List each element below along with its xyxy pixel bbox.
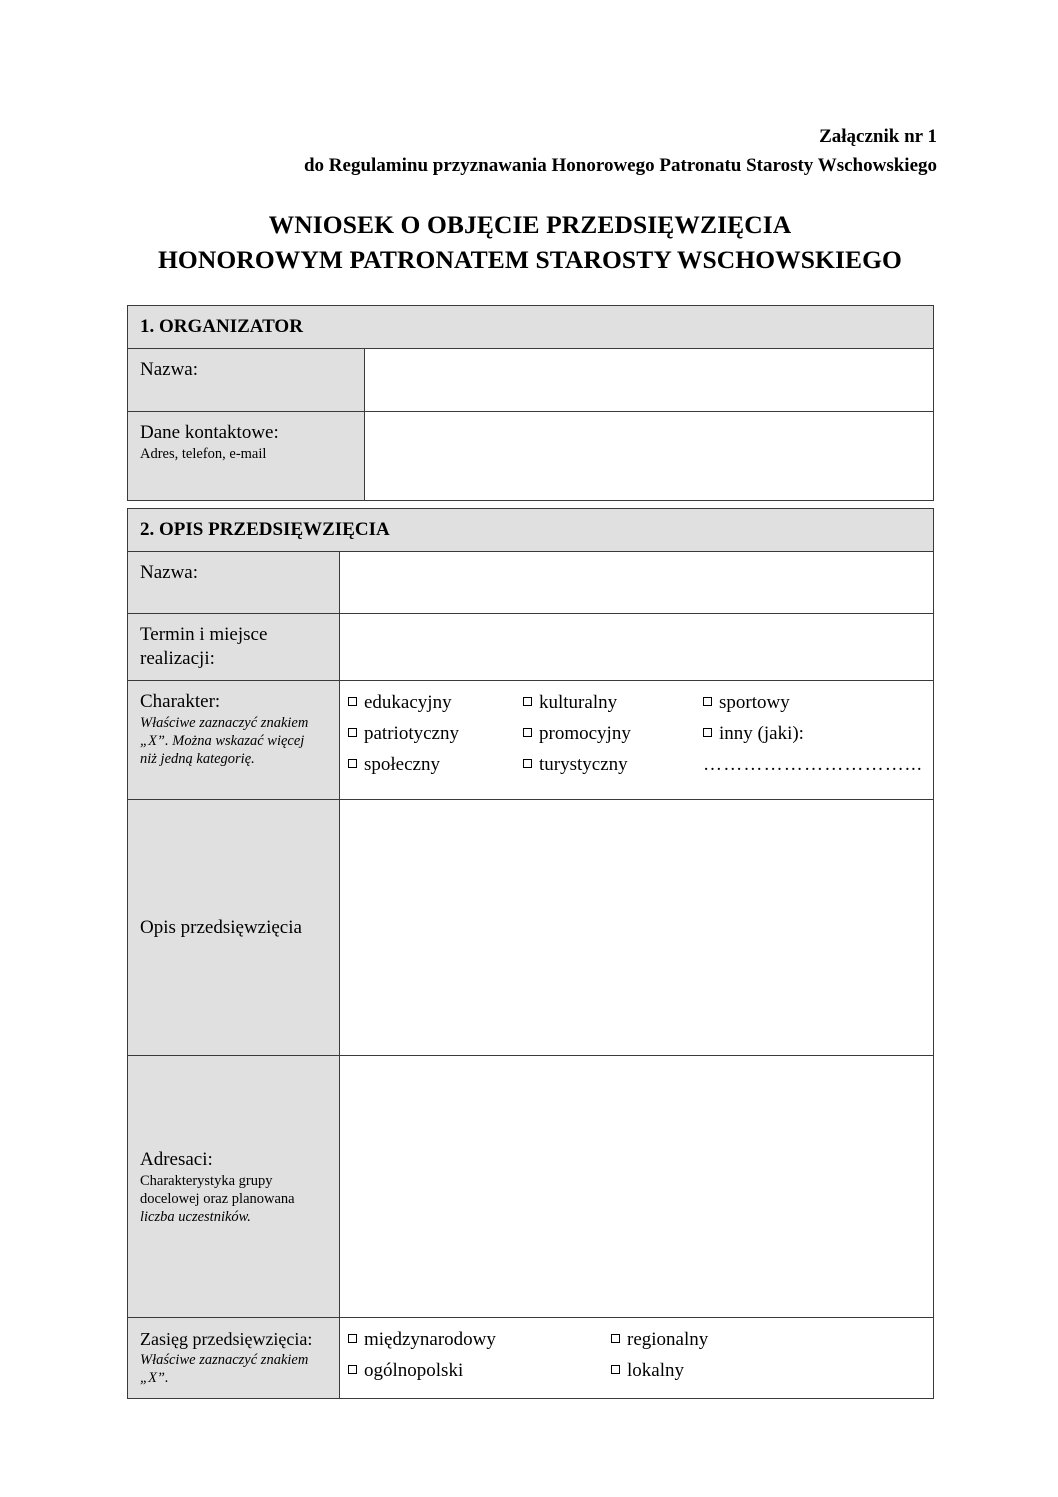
label-text: Charakter: <box>140 691 221 712</box>
section-2-heading: 2. OPIS PRZEDSIĘWZIĘCIA <box>128 509 934 552</box>
table-row <box>128 412 934 501</box>
option-label: turystyczny <box>539 754 628 775</box>
option-label: sportowy <box>719 692 790 713</box>
opis-nazwa-input[interactable] <box>340 552 934 614</box>
checkbox-icon[interactable] <box>611 1365 620 1374</box>
table-row <box>128 349 934 412</box>
table-row <box>128 306 934 349</box>
label-hint-line-2: „X”. Można wskazać więcej <box>140 733 305 749</box>
table-row <box>128 1318 934 1399</box>
label-hint-line-2: „X”. <box>140 1370 169 1386</box>
label-hint-line-3: liczba uczestników. <box>140 1208 251 1225</box>
page-title <box>60 207 1000 277</box>
organizator-nazwa-input[interactable] <box>365 349 934 412</box>
checkbox-option-inny[interactable] <box>703 722 933 753</box>
checkbox-icon[interactable] <box>611 1334 620 1343</box>
label-hint: Adres, telefon, e-mail <box>140 446 267 462</box>
label-hint-line-1: Właściwe zaznaczyć znakiem <box>140 715 309 731</box>
option-label: promocyjny <box>539 723 631 744</box>
organizator-nazwa-label <box>128 349 365 412</box>
checkbox-option-sportowy[interactable] <box>703 691 933 722</box>
opis-przedsiewziecia-input[interactable] <box>340 800 934 1056</box>
checkbox-option-promocyjny[interactable] <box>523 722 703 753</box>
charakter-label <box>128 681 340 800</box>
label-text: Zasięg przedsięwzięcia: <box>140 1329 313 1349</box>
label-text: Dane kontaktowe: <box>140 422 279 443</box>
option-label: inny (jaki): <box>719 723 804 744</box>
label-text: Adresaci: <box>140 1148 213 1170</box>
option-label: społeczny <box>364 754 440 775</box>
option-label: lokalny <box>627 1360 684 1381</box>
regulation-reference: do Regulaminu przyznawania Honorowego Patronatu Starosty Wschowskiego <box>303 155 937 176</box>
table-row <box>128 552 934 614</box>
checkbox-icon[interactable] <box>348 697 357 706</box>
organizator-kontakt-input[interactable] <box>365 412 934 501</box>
label-hint-line-1: Właściwe zaznaczyć znakiem <box>140 1352 309 1368</box>
checkbox-option-spoleczny[interactable] <box>348 753 523 777</box>
checkbox-option-regionalny[interactable] <box>611 1328 933 1359</box>
charakter-options-group <box>340 681 934 800</box>
checkbox-icon[interactable] <box>703 697 712 706</box>
checkbox-icon[interactable] <box>348 759 357 768</box>
checkbox-option-kulturalny[interactable] <box>523 691 703 722</box>
opis-termin-label <box>128 614 340 681</box>
section-opis-table <box>127 508 934 1399</box>
adresaci-input[interactable] <box>340 1056 934 1318</box>
zasieg-label <box>128 1318 340 1399</box>
option-label: patriotyczny <box>364 723 459 744</box>
option-label: regionalny <box>627 1329 709 1350</box>
opis-przedsiewziecia-label <box>128 800 340 1056</box>
checkbox-icon[interactable] <box>703 728 712 737</box>
checkbox-icon[interactable] <box>523 759 532 768</box>
label-text: Opis przedsięwzięcia <box>140 916 302 938</box>
option-label: ogólnopolski <box>364 1360 464 1381</box>
table-row <box>128 1056 934 1318</box>
option-row <box>348 1359 933 1383</box>
checkbox-option-ogolnopolski[interactable] <box>348 1359 611 1383</box>
checkbox-option-lokalny[interactable] <box>611 1359 933 1383</box>
option-row <box>348 753 933 777</box>
label-text: Nazwa: <box>140 359 199 380</box>
opis-termin-input[interactable] <box>340 614 934 681</box>
label-hint-line-3: niż jedną kategorię. <box>140 751 255 767</box>
table-row <box>128 509 934 552</box>
checkbox-icon[interactable] <box>348 1365 357 1374</box>
section-organizator-table <box>127 305 934 501</box>
checkbox-icon[interactable] <box>348 728 357 737</box>
table-row <box>128 800 934 1056</box>
organizator-kontakt-label <box>128 412 365 501</box>
checkbox-icon[interactable] <box>523 697 532 706</box>
option-row <box>348 691 933 722</box>
option-label: edukacyjny <box>364 692 452 713</box>
opis-nazwa-label <box>128 552 340 614</box>
label-text: Nazwa: <box>140 562 199 583</box>
checkbox-option-miedzynarodowy[interactable] <box>348 1328 611 1359</box>
attachment-number: Załącznik nr 1 <box>819 126 937 147</box>
inny-other-fill-line[interactable]: …………………………... <box>703 753 933 777</box>
label-hint-line-2: docelowej oraz planowana <box>140 1190 295 1207</box>
label-text-line-1: Termin i miejsce <box>140 624 268 645</box>
adresaci-label <box>128 1056 340 1318</box>
section-1-heading: 1. ORGANIZATOR <box>128 306 934 349</box>
label-text-line-2: realizacji: <box>140 648 215 669</box>
table-row <box>128 614 934 681</box>
option-row <box>348 722 933 753</box>
checkbox-icon[interactable] <box>348 1334 357 1343</box>
table-row <box>128 681 934 800</box>
option-label: międzynarodowy <box>364 1329 496 1350</box>
page-title-line-1: WNIOSEK O OBJĘCIE PRZEDSIĘWZIĘCIA <box>268 210 792 239</box>
checkbox-icon[interactable] <box>523 728 532 737</box>
zasieg-options-group <box>340 1318 934 1399</box>
charakter-options-table <box>348 691 933 777</box>
zasieg-options-table <box>348 1328 933 1383</box>
checkbox-option-edukacyjny[interactable] <box>348 691 523 722</box>
checkbox-option-turystyczny[interactable] <box>523 753 703 777</box>
checkbox-option-patriotyczny[interactable] <box>348 722 523 753</box>
document-header <box>127 122 937 180</box>
label-hint-line-1: Charakterystyka grupy <box>140 1172 273 1189</box>
option-row <box>348 1328 933 1359</box>
page-title-line-2: HONOROWYM PATRONATEM STAROSTY WSCHOWSKIEGO <box>157 245 902 274</box>
option-label: kulturalny <box>539 692 618 713</box>
